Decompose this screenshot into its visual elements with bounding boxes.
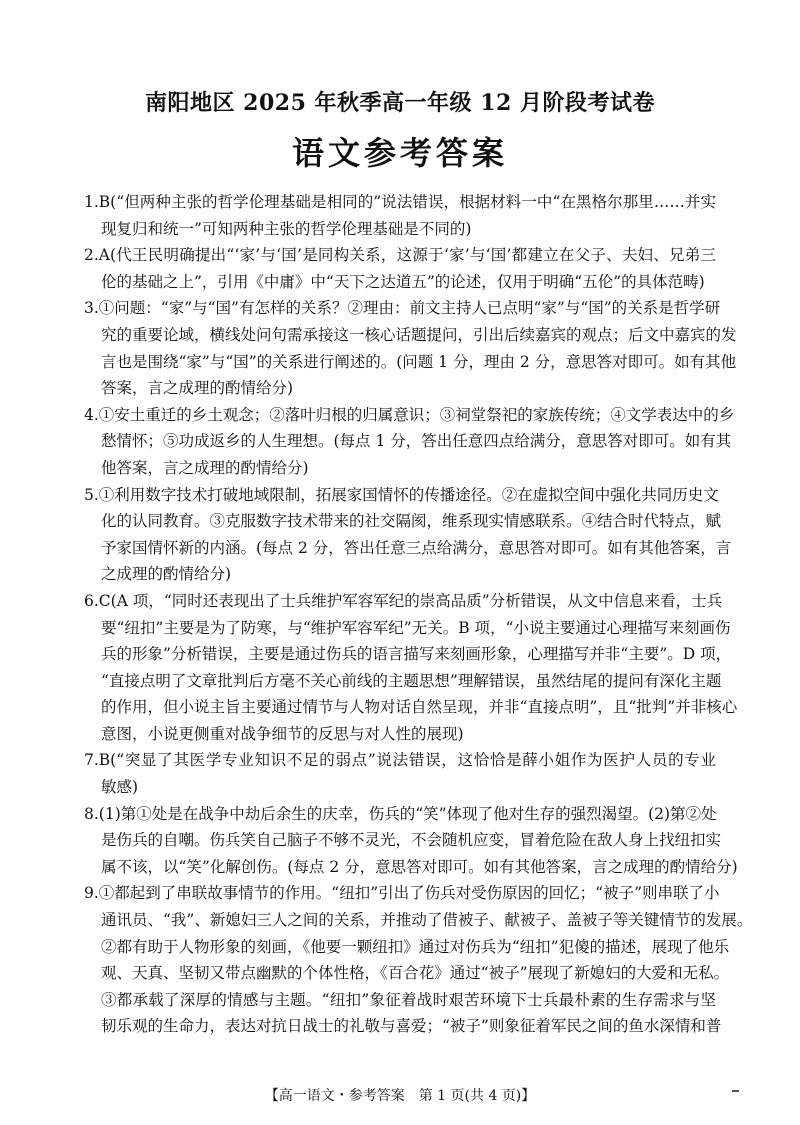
answer-line: 化的认同教育。③克服数字技术带来的社交隔阂，维系现实情感联系。④结合时代特点，赋 — [101, 512, 722, 531]
answer-line: 兵的形象”分析错误，主要是通过伤兵的语言描写来刻画形象，心理描写并非“主要”。D 项， — [101, 645, 732, 664]
answer-item — [84, 747, 716, 800]
answer-line: 2.A(代王民明确提出“‘家’与‘国’是同构关系，这源于‘家’与‘国’都建立在父子、夫妇、兄弟三 — [84, 246, 716, 265]
answer-line: 现复归和统一”可知两种主张的哲学伦理基础是不同的) — [101, 219, 472, 238]
answer-line: 4.①安土重迁的乡土观念；②落叶归根的归属意识；③祠堂祭祀的家族传统；④文学表达中的乡 — [84, 405, 735, 424]
exam-title: 南阳地区 2025 年秋季高一年级 12 月阶段考试卷 — [145, 90, 655, 116]
answer-line: 9.①都起到了串联故事情节的作用。“纽扣”引出了伤兵对受伤原因的回忆；“被子”则串联了小 — [84, 884, 720, 903]
answer-line: 是伤兵的自嘲。伤兵笑自己脑子不够不灵光，不会随机应变，冒着危险在敌人身上找纽扣实 — [101, 831, 722, 850]
answer-line: 愁情怀；⑤功成返乡的人生理想。(每点 1 分，答出任意四点给满分，意思答对即可。如有其 — [101, 432, 732, 451]
answer-line: “直接点明了文章批判后方毫不关心前线的主题思想”理解错误，虽然结尾的提问有深化主题 — [101, 671, 722, 690]
answer-item — [84, 588, 738, 748]
answer-line: 5.①利用数字技术打破地域限制，拓展家国情怀的传播途径。②在虚拟空间中强化共同历史文 — [84, 485, 719, 504]
answer-line: 的作用，但小说主旨主要通过情节与人物对话自然呈现，并非“直接点明”，且“批判”并非核心 — [101, 698, 738, 717]
answer-line: 观、天真、坚韧又带点幽默的个体性格，《百合花》通过“被子”展现了新媳妇的大爱和无私。 — [101, 964, 730, 983]
answer-item — [84, 189, 716, 242]
answer-item — [84, 242, 716, 295]
answer-line: ②都有助于人物形象的刻画，《他要一颗纽扣》通过对伤兵为“纽扣”犯傻的描述，展现了他乐 — [101, 937, 730, 956]
answer-line: 8.(1)第①处是在战争中劫后余生的庆幸，伤兵的“笑”体现了他对生存的强烈渴望。(2)第②处 — [84, 804, 717, 823]
answer-line: 他答案，言之成理的酌情给分) — [101, 458, 309, 477]
answer-line: 究的重要论域，横线处问句需承接这一核心话题提问，引出后续嘉宾的观点；后文中嘉宾的发 — [101, 325, 737, 344]
answer-line: 韧乐观的生命力，表达对抗日战士的礼敬与喜爱；“被子”则象征着军民之间的鱼水深情和普 — [101, 1017, 722, 1036]
answer-line: 敏感) — [101, 778, 139, 797]
answer-line: 3.①问题：“家”与“国”有怎样的关系？②理由：前文主持人已点明“家”与“国”的关系是哲学研 — [84, 299, 721, 318]
answer-item — [84, 880, 753, 1040]
answer-line: 通讯员、“我”、新媳妇三人之间的关系，并推动了借被子、献被子、盖被子等关键情节的发展。 — [101, 911, 753, 930]
corner-mark — [732, 1090, 739, 1092]
answer-line: 1.B(“但两种主张的哲学伦理基础是相同的”说法错误，根据材料一中“在黑格尔那里……并实 — [84, 193, 716, 211]
answer-line: 要“纽扣”主要是为了防寒，与“维护军容军纪”无关。B 项，“小说主要通过心理描写来刻画伤 — [101, 618, 731, 637]
answer-line: 之成理的酌情给分) — [101, 565, 232, 584]
answer-item — [84, 295, 737, 401]
answer-line: 7.B(“突显了其医学专业知识不足的弱点”说法错误，这恰恰是薛小姐作为医护人员的专业 — [84, 751, 716, 770]
answer-line: 伦的基础之上”，引用《中庸》中“天下之达道五”的论述，仅用于明确“五伦”的具体范畴) — [101, 272, 705, 291]
answer-item — [84, 402, 735, 482]
answer-list — [84, 189, 753, 1040]
answer-item — [84, 482, 732, 588]
answer-line: 6.C(A 项，“同时还表现出了士兵维护军容军纪的崇高品质”分析错误，从文中信息来看，士兵 — [84, 591, 723, 610]
answer-line: 意图，小说更侧重对战争细节的反思与对人性的展现) — [101, 724, 464, 743]
answer-line: ③都承载了深厚的情感与主题。“纽扣”象征着战时艰苦环境下士兵最朴素的生存需求与坚 — [101, 990, 716, 1009]
document-subtitle: 语文参考答案 — [291, 134, 508, 172]
answer-line: 答案，言之成理的酌情给分) — [101, 379, 294, 398]
answer-line: 予家国情怀新的内涵。(每点 2 分，答出任意三点给满分，意思答对即可。如有其他答案，言 — [101, 538, 732, 557]
page-footer: 【高一语文・参考答案 第 1 页(共 4 页)】 — [264, 1088, 536, 1104]
answer-line: 属不该，以“笑”化解创伤。(每点 2 分，意思答对即可。如有其他答案，言之成理的酌情给分) — [101, 857, 738, 876]
answer-item — [84, 801, 738, 881]
answer-line: 言也是围绕“家”与“国”的关系进行阐述的。(问题 1 分，理由 2 分，意思答对即可。如有其他 — [101, 352, 737, 371]
